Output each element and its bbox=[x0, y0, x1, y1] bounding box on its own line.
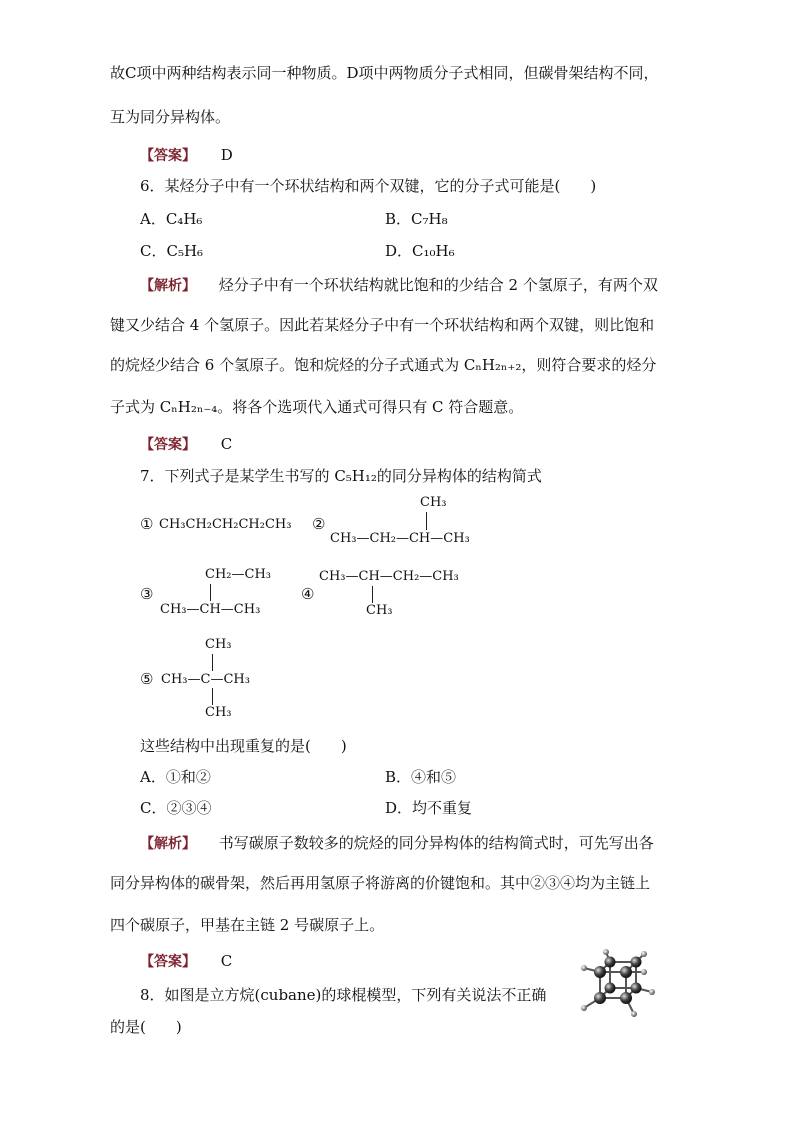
answer-tag: 【答案】 bbox=[140, 148, 196, 164]
q7-option-d[interactable]: D．均不重复 bbox=[385, 799, 473, 817]
structure-5-main: CH₃—C—CH₃ bbox=[161, 672, 250, 687]
q6-option-d[interactable]: D．C₁₀H₆ bbox=[385, 242, 455, 260]
q7-option-b[interactable]: B．④和⑤ bbox=[385, 768, 457, 786]
structure-3-bond bbox=[210, 584, 211, 601]
structure-1-formula: CH₃CH₂CH₂CH₂CH₃ bbox=[159, 517, 292, 532]
answer-tag: 【答案】 bbox=[140, 437, 196, 453]
analysis-tag: 【解析】 bbox=[140, 278, 196, 294]
q7-option-c[interactable]: C．②③④ bbox=[140, 799, 212, 817]
structure-4-bond bbox=[372, 586, 373, 603]
structure-4-number: ④ bbox=[301, 585, 315, 603]
q8-stem-line-2: 的是( ) bbox=[110, 1018, 182, 1036]
answer-tag: 【答案】 bbox=[140, 954, 196, 970]
structure-3-main: CH₃—CH—CH₃ bbox=[160, 602, 261, 617]
q7-question: 这些结构中出现重复的是( ) bbox=[140, 737, 347, 755]
structure-4-bottom: CH₃ bbox=[366, 603, 393, 618]
answer-value: C bbox=[220, 952, 233, 970]
answer-value: C bbox=[220, 435, 233, 453]
q6-stem: 6．某烃分子中有一个环状结构和两个双键，它的分子式可能是( ) bbox=[140, 177, 597, 195]
structure-5-bond-down bbox=[212, 688, 213, 705]
structure-3-number: ③ bbox=[140, 585, 154, 603]
q6-analysis-line-2: 键又少结合 4 个氢原子。因此若某烃分子中有一个环状结构和两个双键，则比饱和 bbox=[110, 316, 655, 334]
structure-2-main: CH₃—CH₂—CH—CH₃ bbox=[330, 531, 470, 546]
q6-analysis-row bbox=[140, 274, 658, 295]
analysis-tag: 【解析】 bbox=[140, 836, 196, 852]
q7-option-a[interactable]: A．①和② bbox=[140, 768, 211, 786]
structure-5-top: CH₃ bbox=[205, 637, 232, 652]
structure-5-bond-up bbox=[212, 654, 213, 671]
structure-5-bottom: CH₃ bbox=[205, 705, 232, 720]
q6-analysis-line-4: 子式为 CₙH₂ₙ₋₄。将各个选项代入通式可得只有 C 符合题意。 bbox=[110, 398, 524, 416]
q6-analysis-line-1: 烃分子中有一个环状结构就比饱和的少结合 2 个氢原子，有两个双 bbox=[218, 276, 658, 294]
structure-2-number: ② bbox=[312, 515, 326, 533]
answer-row-7 bbox=[140, 951, 232, 971]
structure-4-main: CH₃—CH—CH₂—CH₃ bbox=[319, 569, 459, 584]
q7-analysis-line-2: 同分异构体的碳骨架，然后再用氢原子将游离的价键饱和。其中②③④均为主链上 bbox=[110, 874, 651, 892]
q6-analysis-line-3: 的烷烃少结合 6 个氢原子。饱和烷烃的分子式通式为 CₙH₂ₙ₊₂，则符合要求的烃分 bbox=[110, 356, 657, 374]
q6-option-a[interactable]: A．C₄H₆ bbox=[140, 210, 203, 228]
structure-5-number: ⑤ bbox=[140, 670, 154, 688]
cubane-model-image bbox=[574, 948, 664, 1023]
q7-analysis-row bbox=[140, 832, 654, 853]
answer-value: D bbox=[220, 146, 233, 164]
q6-option-c[interactable]: C．C₅H₆ bbox=[140, 242, 204, 260]
structure-1-number: ① bbox=[140, 515, 154, 533]
q8-stem-line-1: 8．如图是立方烷(cubane)的球棍模型，下列有关说法不正确 bbox=[140, 986, 547, 1004]
structure-2-top: CH₃ bbox=[420, 495, 447, 510]
structure-2-bond bbox=[426, 512, 427, 530]
q7-analysis-line-3: 四个碳原子，甲基在主链 2 号碳原子上。 bbox=[110, 916, 385, 934]
q7-stem: 7．下列式子是某学生书写的 C₅H₁₂的同分异构体的结构简式 bbox=[140, 467, 542, 485]
answer-row-6 bbox=[140, 434, 232, 454]
intro-line-2: 互为同分异构体。 bbox=[110, 108, 231, 126]
q7-analysis-line-1: 书写碳原子数较多的烷烃的同分异构体的结构简式时，可先写出各 bbox=[218, 834, 654, 852]
intro-line-1: 故C项中两种结构表示同一种物质。D项中两物质分子式相同，但碳骨架结构不同， bbox=[110, 64, 659, 82]
q6-option-b[interactable]: B．C₇H₈ bbox=[385, 210, 448, 228]
structure-3-top: CH₂—CH₃ bbox=[205, 567, 271, 582]
answer-row-5 bbox=[140, 145, 233, 165]
